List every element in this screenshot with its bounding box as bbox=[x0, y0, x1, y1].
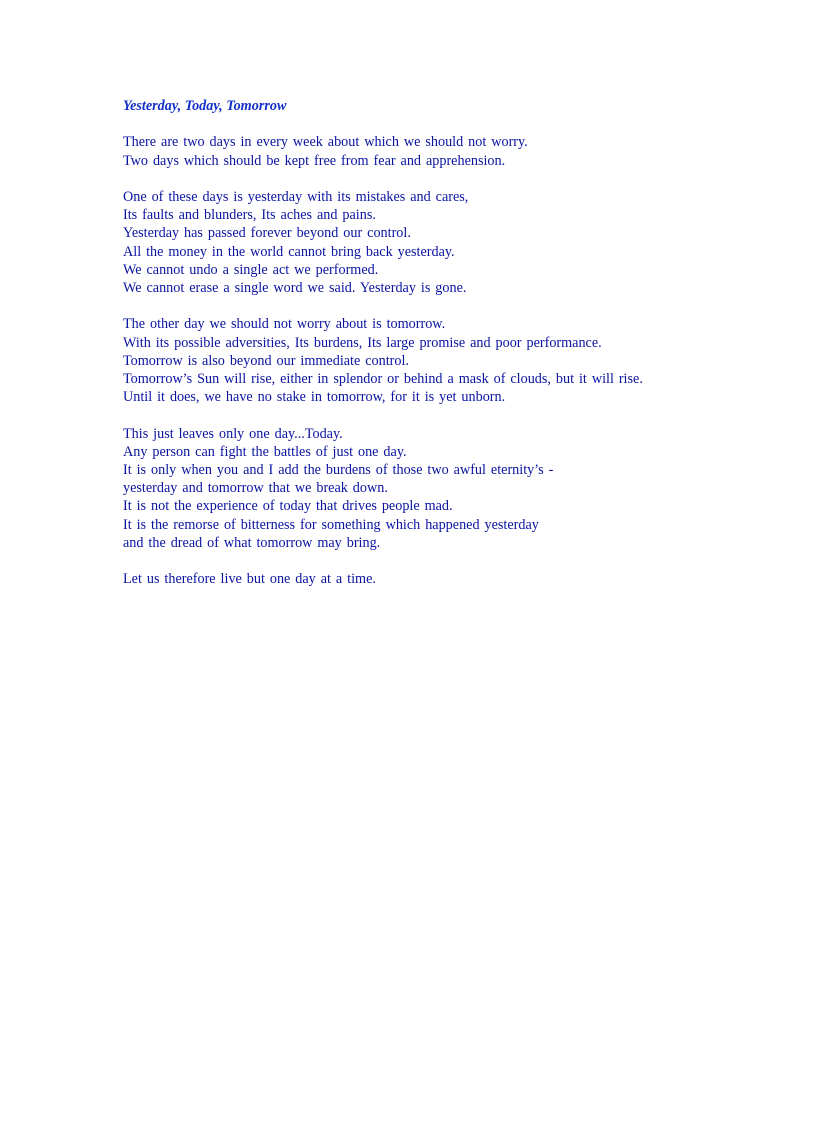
text-line: The other day we should not worry about is tomorrow. bbox=[123, 316, 446, 333]
text-line: Two days which should be kept free from fear and apprehension. bbox=[123, 152, 506, 169]
text-line: It is the remorse of bitterness for something which happened yesterday bbox=[123, 516, 539, 533]
document-title: Yesterday, Today, Tomorrow bbox=[123, 98, 287, 114]
text-line: Tomorrow’s Sun will rise, either in splendor or behind a mask of clouds, but it will rise. bbox=[123, 370, 643, 387]
text-line: One of these days is yesterday with its mistakes and cares, bbox=[123, 188, 469, 205]
text-line: Its faults and blunders, Its aches and pains. bbox=[123, 207, 376, 224]
text-line: With its possible adversities, Its burdens, Its large promise and poor performance. bbox=[123, 334, 602, 351]
text-line: Until it does, we have no stake in tomorrow, for it is yet unborn. bbox=[123, 389, 506, 406]
text-line: Yesterday has passed forever beyond our control. bbox=[123, 225, 411, 242]
text-line: yesterday and tomorrow that we break down. bbox=[123, 480, 388, 497]
text-line: Any person can fight the battles of just one day. bbox=[123, 443, 407, 460]
stanza-2 bbox=[123, 188, 693, 297]
text-line: We cannot undo a single act we performed. bbox=[123, 261, 379, 278]
text-line: and the dread of what tomorrow may bring. bbox=[123, 534, 381, 551]
poem-body bbox=[123, 97, 693, 607]
text-line: Tomorrow is also beyond our immediate control. bbox=[123, 352, 409, 369]
text-line: It is only when you and I add the burdens of those two awful eternity’s - bbox=[123, 461, 554, 478]
text-line: All the money in the world cannot bring back yesterday. bbox=[123, 243, 455, 260]
text-line: Let us therefore live but one day at a time. bbox=[123, 571, 376, 588]
text-line: It is not the experience of today that drives people mad. bbox=[123, 498, 453, 515]
text-line: This just leaves only one day...Today. bbox=[123, 425, 343, 442]
text-line: We cannot erase a single word we said. Yesterday is gone. bbox=[123, 279, 467, 296]
stanza-5 bbox=[123, 570, 693, 588]
stanza-3 bbox=[123, 315, 693, 406]
text-line: There are two days in every week about which we should not worry. bbox=[123, 134, 528, 151]
stanza-4 bbox=[123, 425, 693, 552]
stanza-1 bbox=[123, 133, 693, 169]
